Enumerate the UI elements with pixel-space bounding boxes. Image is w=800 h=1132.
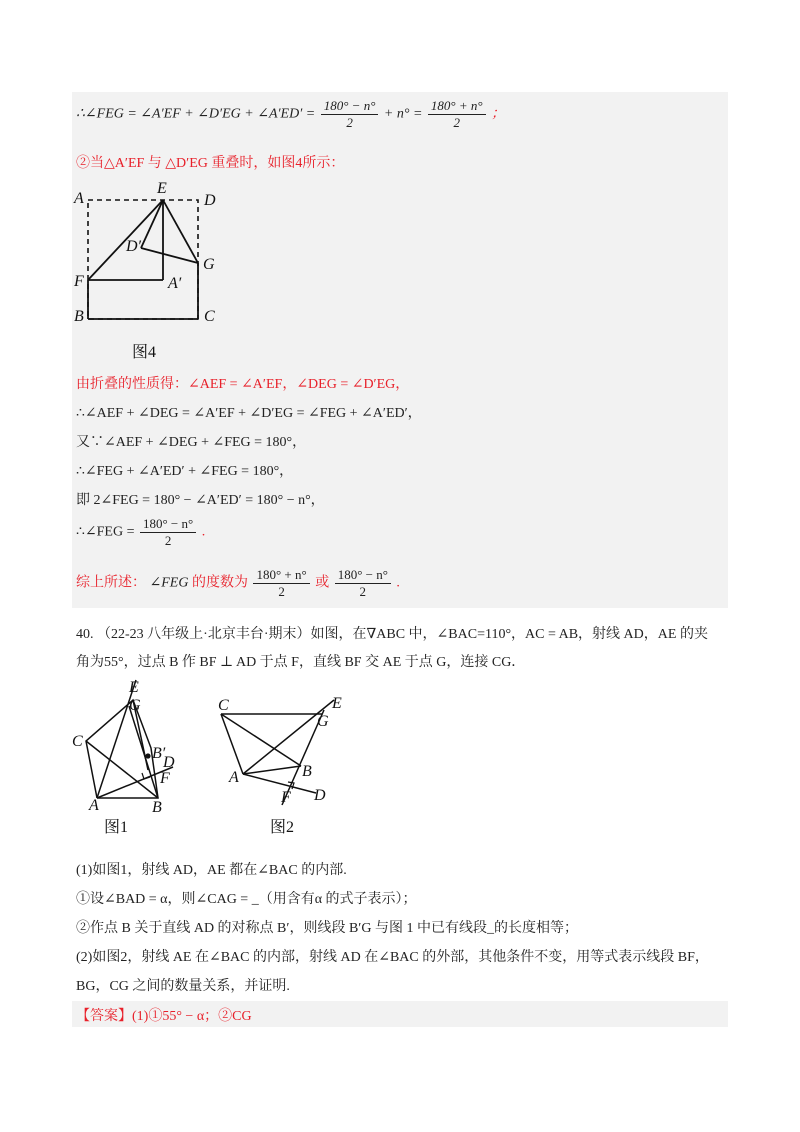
answer-line xyxy=(76,1005,252,1025)
label-B: B xyxy=(302,763,312,780)
question-2-line-1: (2)如图2，射线 AE 在∠BAC 的内部，射线 AD 在∠BAC 的外部，其他条件不变，用等式表示线段 BF， xyxy=(76,950,709,965)
label-E: E xyxy=(332,695,342,712)
label-E: E xyxy=(157,180,167,197)
label-B: B xyxy=(74,308,84,325)
label-C: C xyxy=(204,308,215,325)
label-F: F xyxy=(74,273,84,290)
label-A-prime: A′ xyxy=(168,275,182,292)
label-G: G xyxy=(317,713,329,730)
figure-4-caption: 图4 xyxy=(132,344,157,361)
label-F: F xyxy=(281,789,291,806)
fraction-1: $\frac{180^\circ - n^\circ}{2}$ xyxy=(321,98,379,131)
question-1b: ②作点 B 关于直线 AD 的对称点 B′，则线段 B′G 与图 1 中已有线段_的长度相等； xyxy=(76,921,578,936)
label-C: C xyxy=(218,697,229,714)
answer-tag: 【答案】 xyxy=(76,1009,132,1024)
solution-step-6: ∴∠FEG = $\frac{180^\circ - n^\circ}{2}$ . xyxy=(76,516,206,548)
label-G: G xyxy=(203,256,215,273)
solution-step-1: 由折叠的性质得：∠AEF = ∠A′EF，∠DEG = ∠D′EG， xyxy=(76,377,410,392)
figure-2-caption: 图2 xyxy=(270,819,295,836)
label-F: F xyxy=(160,770,170,787)
case2-heading: ②当△A′EF 与 △D′EG 重叠时，如图4所示： xyxy=(76,156,345,171)
fraction-3: $\frac{180^\circ - n^\circ}{2}$ xyxy=(140,516,196,549)
label-D: D xyxy=(314,787,326,804)
solution-step-4: ∴∠FEG + ∠A′ED′ + ∠FEG = 180°， xyxy=(76,464,294,479)
answer-text: (1)①55° − α；②CG xyxy=(132,1009,252,1024)
summary-line: 综上所述： ∠FEG 的度数为 $\frac{180^\circ + n^\circ}{2}$ 或 $\frac{180^\circ - n^\circ}{2}$ . xyxy=(76,567,400,599)
figure-4 xyxy=(66,175,236,365)
label-A: A xyxy=(74,190,84,207)
fraction-4: $\frac{180^\circ + n^\circ}{2}$ xyxy=(253,567,309,600)
solution-line-1: ∴∠FEG = ∠A′EF + ∠D′EG + ∠A′ED′ = $\frac{180^\circ - n^\circ}{2}$ + n° = $\frac{180^\circ + n^\circ}{2}$ ； xyxy=(76,98,506,130)
label-A: A xyxy=(229,769,239,786)
solution-step-3: 又∵∠AEF + ∠DEG + ∠FEG = 180°， xyxy=(76,435,307,450)
figure-1 xyxy=(60,676,195,836)
solution-step-5: 即 2∠FEG = 180° − ∠A′ED′ = 180° − n°， xyxy=(76,493,325,508)
figure-1-caption: 图1 xyxy=(104,819,129,836)
solution-step-2: ∴∠AEF + ∠DEG = ∠A′EF + ∠D′EG = ∠FEG + ∠A′ED′， xyxy=(76,406,422,421)
fraction-2: $\frac{180^\circ + n^\circ}{2}$ xyxy=(428,98,486,131)
point-b-prime xyxy=(145,753,150,758)
label-B: B xyxy=(152,799,162,816)
label-A: A xyxy=(89,797,99,814)
problem-40-line-1: 40. （22-23 八年级上·北京丰台·期末）如图，在∇ABC 中，∠BAC=110°，AC = AB，射线 AD，AE 的夹 xyxy=(76,627,708,642)
label-D: D xyxy=(204,192,216,209)
label-C: C xyxy=(72,733,83,750)
problem-40-line-2: 角为55°，过点 B 作 BF ⊥ AD 于点 F，直线 BF 交 AE 于点 G，连接 CG． xyxy=(76,655,526,670)
label-D: D xyxy=(163,754,175,771)
fraction-5: $\frac{180^\circ - n^\circ}{2}$ xyxy=(335,567,391,600)
label-B-prime: B′ xyxy=(152,745,166,762)
figure-2 xyxy=(210,690,360,836)
question-2-line-2: BG，CG 之间的数量关系，并证明. xyxy=(76,979,290,994)
label-G: G xyxy=(129,697,141,714)
question-1a: ①设∠BAD = α，则∠CAG = _（用含有α 的式子表示）； xyxy=(76,892,417,907)
label-D-prime: D′ xyxy=(126,238,142,255)
question-1: (1)如图1，射线 AD，AE 都在∠BAC 的内部. xyxy=(76,863,347,878)
label-E: E xyxy=(129,679,139,696)
